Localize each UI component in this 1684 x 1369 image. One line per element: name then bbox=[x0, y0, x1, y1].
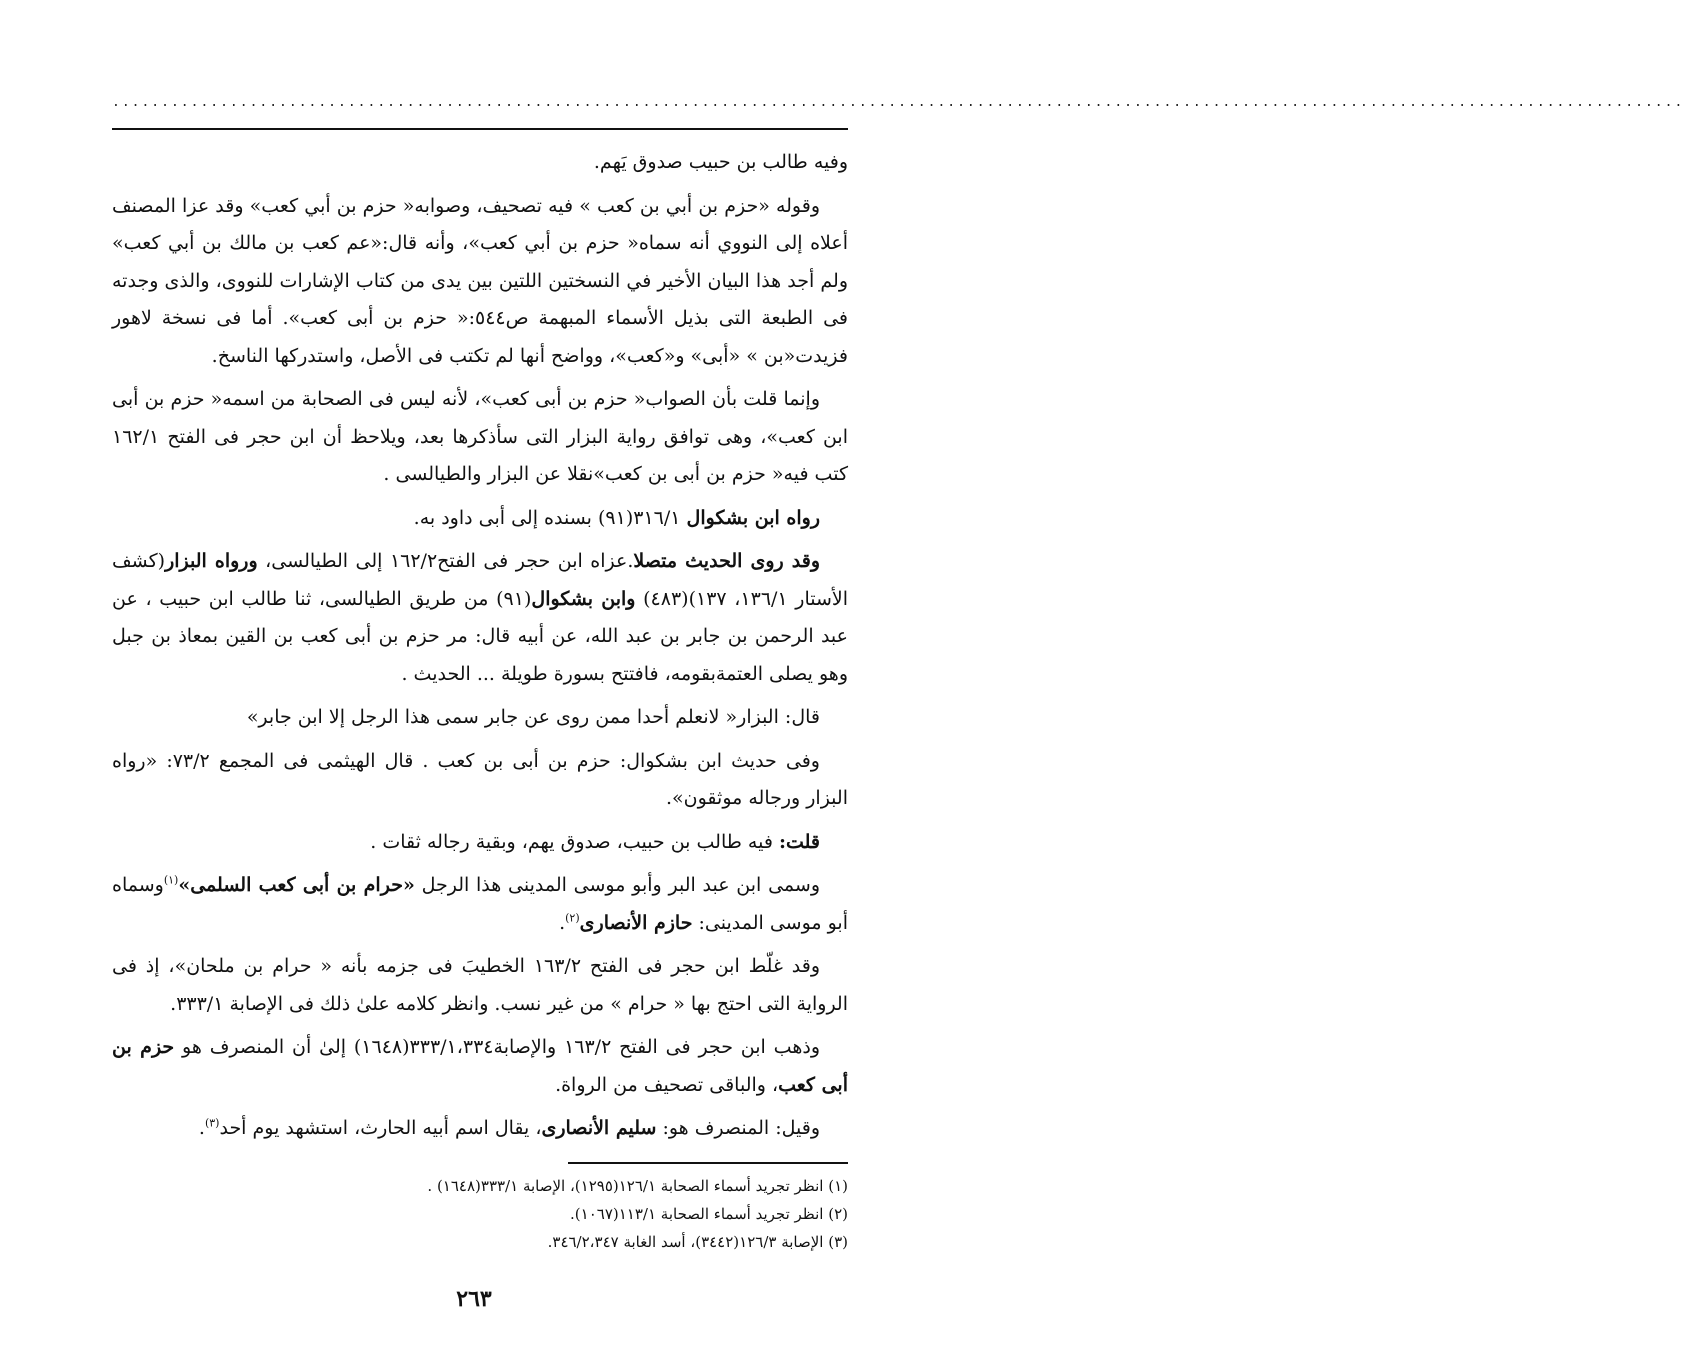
haram-name-bold: «حرام بن أبى كعب السلمى» bbox=[178, 874, 415, 896]
qultu-bold: قلت: bbox=[778, 830, 820, 853]
page-number: ٢٦٣ bbox=[456, 1286, 492, 1312]
footnote-rule bbox=[568, 1162, 848, 1164]
footnote-ref-3[interactable]: (٣) bbox=[204, 1116, 220, 1130]
paragraph-9-text-c: . bbox=[559, 911, 566, 934]
paragraph-11 bbox=[112, 1029, 848, 1104]
paragraph-11-text-b: ، والباقى تصحيف من الرواة. bbox=[555, 1073, 779, 1096]
paragraph-3: وإنما قلت بأن الصواب« حزم بن أبى كعب»، لأنه ليس فى الصحابة من اسمه« حزم بن أبى ابن كعب»، وهى توافق رواية البزار التى سأذكرها بعد، ويلاحظ أن ابن حجر فى الفتح ١٦٢/١ كتب فيه« حزم بن أبى بن كعب»نقلا عن البزار والطيالسى . bbox=[112, 388, 848, 485]
paragraph-9 bbox=[112, 867, 848, 942]
paragraph-1: وفيه طالب بن حبيب صدوق يَهم. bbox=[593, 151, 848, 173]
header-rule bbox=[112, 128, 848, 130]
paragraph-10: وقد غلّط ابن حجر فى الفتح ١٦٣/٢ الخطيبَ فى جزمه بأنه « حرام بن ملحان»، إذ فى الرواية التى احتج بها « حرام » من غير نسب. وانظر كلامه علىٰ ذلك فى الإصابة ٣٣٣/١. bbox=[112, 955, 848, 1015]
narrator-bold: رواه ابن بشكوال bbox=[686, 506, 820, 529]
paragraph-5-text-b: (كشف الأستار ١٣٦/١، ١٣٧)(٤٨٣) bbox=[112, 550, 849, 610]
hazm-name-bold: حزم بن أبى كعب bbox=[112, 1036, 848, 1096]
paragraph-9-text-a: وسمى ابن عبد البر وأبو موسى المدينى هذا الرجل bbox=[414, 874, 820, 896]
hazim-name-bold: حازم الأنصارى bbox=[579, 911, 693, 934]
dotted-header-line: ................................................................................................................................................................ bbox=[112, 95, 1684, 110]
footnotes bbox=[112, 1172, 848, 1256]
bashkuwal-bold: وابن بشكوال bbox=[531, 587, 636, 610]
paragraph-4 bbox=[112, 500, 848, 538]
paragraph-5 bbox=[112, 543, 848, 693]
sulaym-name-bold: سليم الأنصارى bbox=[541, 1117, 657, 1139]
paragraph-8 bbox=[112, 824, 848, 862]
paragraph-6: قال: البزار« لانعلم أحدا ممن روى عن جابر سمى هذا الرجل إلا ابن جابر» bbox=[246, 706, 820, 728]
footnote-ref-1[interactable]: (١) bbox=[163, 873, 179, 887]
paragraph-9-text-b: وسماه أبو موسى المدينى: bbox=[112, 874, 848, 934]
paragraph-12-text-c: . bbox=[198, 1117, 205, 1139]
paragraph-11-text-a: وذهب ابن حجر فى الفتح ١٦٣/٢ والإصابة٣٣٣/١،٣٣٤(١٦٤٨) إلىٰ أن المنصرف هو bbox=[174, 1036, 820, 1058]
paragraph-5-text-a: .عزاه ابن حجر فى الفتح١٦٢/٢ إلى الطيالسى، bbox=[257, 550, 634, 572]
bazzar-bold: ورواه البزار bbox=[165, 550, 258, 572]
main-text bbox=[112, 144, 848, 1154]
paragraph-12-text-b: ، يقال اسم أبيه الحارث، استشهد يوم أحد bbox=[219, 1117, 542, 1139]
paragraph-12-text-a: وقيل: المنصرف هو: bbox=[656, 1117, 820, 1139]
connected-hadith-bold: وقد روى الحديث متصلا bbox=[633, 550, 820, 572]
paragraph-7: وفى حديث ابن بشكوال: حزم بن أبى بن كعب . قال الهيثمى فى المجمع ٧٣/٢: «رواه البزار ورجاله موثقون». bbox=[112, 749, 848, 809]
footnote-ref-2[interactable]: (٢) bbox=[565, 911, 580, 925]
footnote-3: (٣) الإصابة ١٢٦/٣(٣٤٤٢)، أسد الغابة ٣٤٦/٢،٣٤٧. bbox=[547, 1233, 848, 1251]
paragraph-12 bbox=[112, 1110, 848, 1148]
paragraph-5-text-c: (٩١) من طريق الطيالسى، ثنا طالب ابن حبيب ، عن عبد الرحمن بن جابر بن عبد الله، عن أبيه قال: مر حزم بن أبى كعب بن القين بمعاذ بن جبل وهو يصلى العتمةبقومه، فافتتح بسورة طويلة ... الحديث . bbox=[112, 587, 848, 685]
footnote-1: (١) انظر تجريد أسماء الصحابة ١٢٦/١(١٢٩٥)، الإصابة ٣٣٣/١(١٦٤٨) . bbox=[427, 1177, 848, 1195]
paragraph-2: وقوله «حزم بن أبي بن كعب » فيه تصحيف، وصوابه« حزم بن أبي كعب» وقد عزا المصنف أعلاه إلى النووي أنه سماه« حزم بن أبي كعب»، وأنه قال:«عم كعب بن مالك بن أبي كعب» ولم أجد هذا البيان الأخير في النسختين اللتين بين يدى من كتاب الإشارات للنووى، والذى وجدته فى الطبعة التى بذيل الأسماء المبهمة ص٥٤٤:« حزم بن أبى كعب». أما فى نسخة لاهور فزيدت«بن » «أبى» و«كعب»، وواضح أنها لم تكتب فى الأصل، واستدركها الناسخ. bbox=[112, 194, 848, 367]
paragraph-8-text: فيه طالب بن حبيب، صدوق يهم، وبقية رجاله ثقات . bbox=[370, 830, 779, 853]
paragraph-4-text: ٣١٦/١(٩١) بسنده إلى أبى داود به. bbox=[413, 506, 687, 529]
footnote-2: (٢) انظر تجريد أسماء الصحابة ١١٣/١(١٠٦٧). bbox=[570, 1205, 848, 1223]
